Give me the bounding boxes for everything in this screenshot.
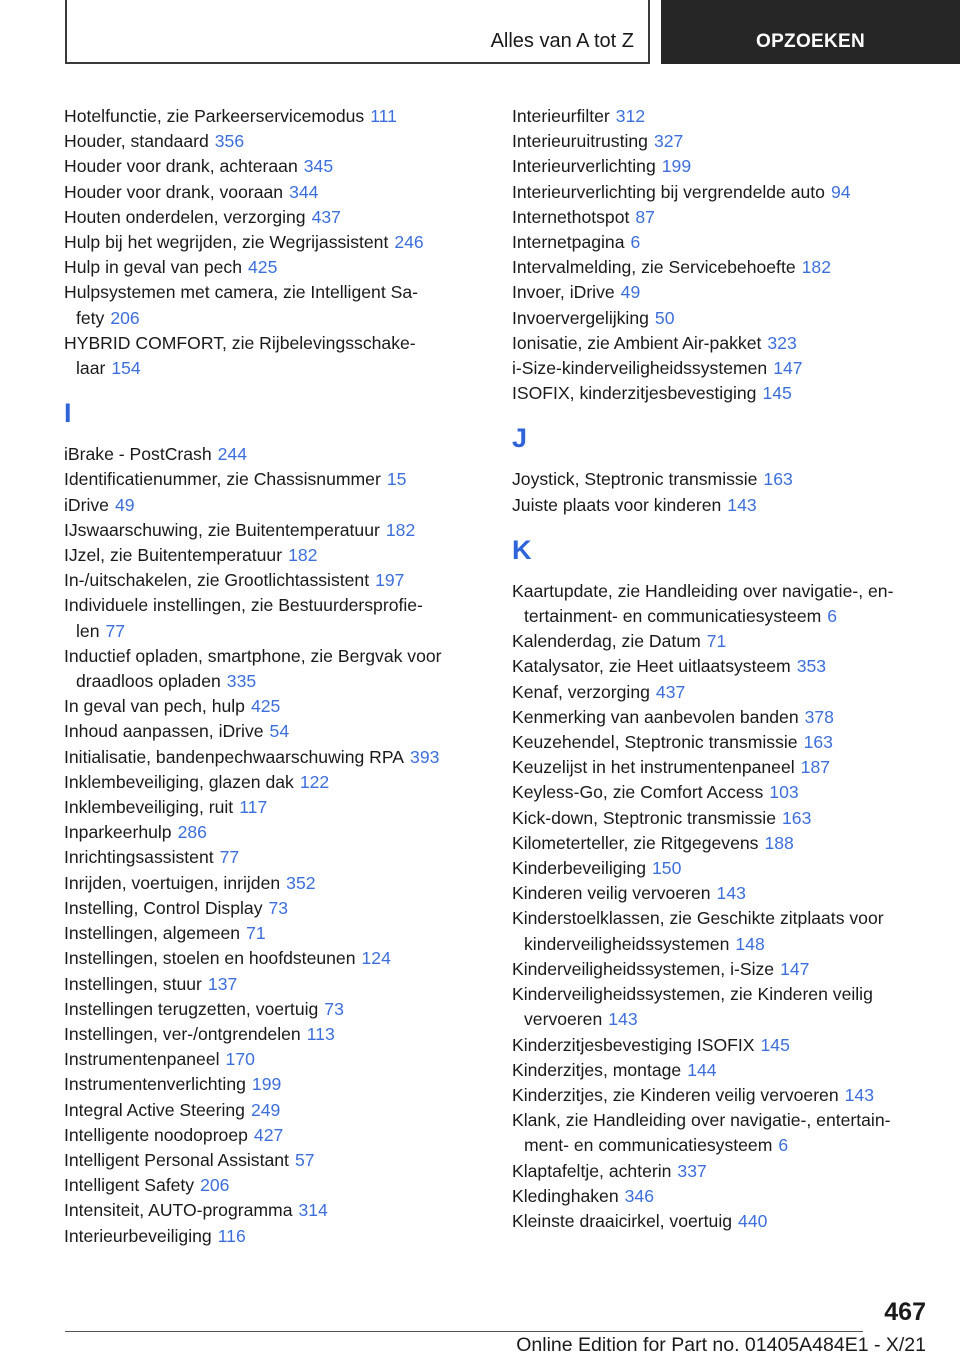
index-entry	[64, 442, 504, 467]
page-reference-link[interactable]: 137	[207, 973, 238, 994]
index-entry	[64, 694, 504, 719]
index-entry-text: IJswaarschuwing, zie Buitentemperatuur	[64, 519, 380, 540]
index-entry-text: Houder voor drank, achteraan	[64, 156, 298, 177]
index-entry-text: Kinderzitjes, zie Kinderen veilig vervoeren	[512, 1084, 839, 1105]
page-reference-link[interactable]: 113	[306, 1023, 335, 1044]
index-entry	[512, 104, 952, 129]
page-reference-link[interactable]: 163	[782, 807, 812, 828]
opzoeken-tab[interactable]	[661, 0, 960, 64]
page-reference-link[interactable]: 393	[410, 746, 440, 767]
index-entry-text: Intelligent Personal Assistant	[64, 1149, 289, 1170]
index-entry-text: Kinderzitjes, montage	[512, 1059, 682, 1080]
index-entry-text: Interieurverlichting bij vergrendelde auto	[512, 181, 825, 202]
page-reference-link[interactable]: 312	[615, 106, 646, 126]
index-entry	[512, 493, 952, 518]
index-entry-text: kinderveiligheidssystemen	[524, 933, 730, 954]
page-reference-link[interactable]: 71	[246, 923, 266, 944]
page-reference-link[interactable]: 314	[298, 1200, 328, 1221]
index-entry-text: Interieurbeveiliging	[64, 1225, 212, 1246]
page-reference-link[interactable]: 437	[311, 206, 341, 227]
page-reference-link[interactable]: 124	[361, 948, 391, 969]
index-entry	[64, 493, 504, 518]
index-entry	[512, 1058, 952, 1083]
index-entry-text: Inklembeveiliging, glazen dak	[64, 771, 294, 792]
page-reference-link[interactable]: 344	[289, 181, 319, 202]
page-reference-link[interactable]: 143	[844, 1084, 874, 1105]
index-entry	[512, 1159, 952, 1184]
index-entry	[64, 104, 504, 129]
page-reference-link[interactable]: 147	[773, 358, 803, 379]
index-entry	[64, 644, 504, 694]
index-entry	[64, 1173, 504, 1198]
index-entry	[64, 871, 504, 896]
page-reference-link[interactable]: 440	[738, 1210, 768, 1231]
page-reference-link[interactable]: 111	[370, 106, 397, 126]
page-reference-link[interactable]: 188	[764, 832, 794, 853]
index-entry	[512, 881, 952, 906]
index-entry-text: Houten onderdelen, verzorging	[64, 206, 306, 227]
page-reference-link[interactable]: 197	[375, 570, 405, 591]
page-reference-link[interactable]: 199	[661, 156, 692, 177]
index-entry	[64, 997, 504, 1022]
page-reference-link[interactable]: 378	[804, 706, 834, 727]
page-reference-link[interactable]: 6	[778, 1135, 789, 1156]
index-entry	[512, 154, 952, 179]
page-reference-link[interactable]: 427	[253, 1124, 284, 1145]
page-reference-link[interactable]: 246	[394, 232, 424, 253]
page-reference-link[interactable]: 103	[769, 782, 799, 803]
page-reference-link[interactable]: 437	[655, 681, 686, 702]
index-entry	[64, 467, 504, 492]
index-entry	[64, 1047, 504, 1072]
index-entry-text: Inrichtingsassistent	[64, 847, 214, 868]
index-entry	[512, 1033, 952, 1058]
page-reference-link[interactable]: 206	[200, 1175, 230, 1196]
index-entry	[64, 795, 504, 820]
page-reference-link[interactable]: 71	[706, 631, 727, 652]
page-reference-link[interactable]: 77	[105, 620, 126, 641]
index-entry-text: Instellingen, stuur	[64, 973, 202, 994]
page-reference-link[interactable]: 182	[801, 257, 831, 278]
index-entry-text: draadloos opladen	[76, 671, 221, 692]
index-entry	[64, 154, 504, 179]
index-entry-text: Kledinghaken	[512, 1185, 619, 1206]
page-reference-link[interactable]: 49	[114, 494, 135, 515]
index-entry	[64, 820, 504, 845]
index-entry	[512, 306, 952, 331]
index-entry-text: Katalysator, zie Heet uitlaatsysteem	[512, 656, 791, 677]
index-entry	[512, 381, 952, 406]
page-reference-link[interactable]: 286	[177, 822, 207, 843]
index-entry	[512, 1083, 952, 1108]
index-entry-text: Kinderveiligheidssystemen, i-Size	[512, 958, 775, 979]
footer-edition-text: Online Edition for Part no. 01405A484E1 - X/21	[516, 1334, 926, 1356]
index-entry-text: tertainment- en communicatiesysteem	[524, 606, 822, 627]
index-entry	[64, 1022, 504, 1047]
page-reference-link[interactable]: 182	[385, 519, 416, 540]
page-reference-link[interactable]: 122	[299, 771, 330, 792]
page-reference-link[interactable]: 143	[716, 883, 746, 904]
index-entry-text: Intelligente noodoproep	[64, 1124, 248, 1145]
index-entry-text: In geval van pech, hulp	[64, 696, 245, 717]
page-reference-link[interactable]: 323	[767, 332, 797, 353]
index-entry-text: Kenmerking van aanbevolen banden	[512, 706, 799, 727]
page-reference-link[interactable]: 6	[827, 606, 838, 627]
index-entry	[64, 255, 504, 280]
index-entry	[512, 1184, 952, 1209]
opzoeken-tab-label: OPZOEKEN	[755, 31, 866, 52]
page-reference-link[interactable]: 337	[677, 1160, 707, 1181]
index-entry	[64, 280, 504, 330]
index-entry	[512, 957, 952, 982]
index-entry-text: Inrijden, voertuigen, inrijden	[64, 872, 281, 893]
index-entry	[64, 1098, 504, 1123]
index-entry	[512, 755, 952, 780]
page-reference-link[interactable]: 425	[250, 696, 281, 717]
index-entry	[64, 845, 504, 870]
index-entry	[64, 593, 504, 643]
page-reference-link[interactable]: 335	[226, 671, 257, 692]
index-entry	[512, 280, 952, 305]
index-entry-text: Kilometerteller, zie Ritgegevens	[512, 832, 759, 853]
page-reference-link[interactable]: 77	[219, 847, 240, 868]
index-entry	[512, 579, 952, 629]
page-reference-link[interactable]: 425	[248, 257, 278, 278]
index-entry-text: Instelling, Control Display	[64, 897, 263, 918]
index-entry-text: len	[76, 620, 100, 641]
page-reference-link[interactable]: 249	[250, 1099, 281, 1120]
index-entry-text: Integral Active Steering	[64, 1099, 245, 1120]
page-reference-link[interactable]: 57	[294, 1149, 315, 1170]
index-entry	[512, 654, 952, 679]
index-entry	[64, 770, 504, 795]
index-entry-text: Initialisatie, bandenpechwaarschuwing RPA	[64, 746, 405, 767]
index-entry-text: Klank, zie Handleiding over navigatie-, entertain-	[512, 1110, 891, 1131]
page-reference-link[interactable]: 148	[735, 933, 765, 954]
index-entry	[512, 831, 952, 856]
page-reference-link[interactable]: 244	[217, 444, 247, 465]
page-reference-link[interactable]: 170	[225, 1049, 255, 1070]
index-entry	[512, 467, 952, 492]
index-entry-text: i-Size-kinderveiligheidssystemen	[512, 358, 768, 379]
index-entry	[64, 946, 504, 971]
index-entry	[64, 129, 504, 154]
page-reference-link[interactable]: 356	[214, 131, 245, 152]
index-entry-text: Intervalmelding, zie Servicebehoefte	[512, 257, 796, 278]
index-entry	[64, 518, 504, 543]
index-entry-text: Instellingen, stoelen en hoofdsteunen	[64, 948, 356, 969]
page-reference-link[interactable]: 147	[780, 958, 810, 979]
index-entry-text: iDrive	[64, 494, 109, 515]
index-entry	[64, 921, 504, 946]
index-entry	[512, 705, 952, 730]
page-reference-link[interactable]: 145	[762, 383, 792, 404]
index-entry-text: ment- en communicatiesysteem	[524, 1135, 773, 1156]
index-entry	[512, 730, 952, 755]
index-entry-text: iBrake - PostCrash	[64, 444, 212, 465]
index-entry	[512, 1108, 952, 1158]
index-entry-text: Identificatienummer, zie Chassisnummer	[64, 469, 381, 490]
index-entry-text: Kleinste draaicirkel, voertuig	[512, 1210, 733, 1231]
index-entry-text: Invoer, iDrive	[512, 282, 615, 303]
page-reference-link[interactable]: 117	[239, 797, 268, 818]
index-column-right	[512, 104, 952, 1234]
index-entry	[64, 331, 504, 381]
index-entry-text: Instellingen, ver-/ontgrendelen	[64, 1023, 301, 1044]
page-reference-link[interactable]: 116	[217, 1225, 246, 1246]
index-entry-text: Instellingen, algemeen	[64, 923, 241, 944]
index-entry	[512, 906, 952, 956]
index-entry-text: Kinderzitjesbevestiging ISOFIX	[512, 1034, 755, 1055]
index-entry	[64, 1072, 504, 1097]
index-entry-text: Internethotspot	[512, 206, 630, 227]
index-entry-text: Kinderbeveiliging	[512, 858, 646, 879]
page-reference-link[interactable]: 15	[386, 469, 407, 490]
index-entry-text: Inklembeveiliging, ruit	[64, 797, 234, 818]
index-entry	[512, 856, 952, 881]
index-entry-text: HYBRID COMFORT, zie Rijbelevingsschake-	[64, 332, 416, 353]
index-entry-text: IJzel, zie Buitentemperatuur	[64, 545, 283, 566]
index-entry-text: Juiste plaats voor kinderen	[512, 494, 722, 515]
index-entry-text: fety	[76, 307, 105, 328]
index-entry-text: Instrumentenverlichting	[64, 1074, 246, 1095]
index-entry	[512, 806, 952, 831]
page-reference-link[interactable]: 6	[630, 232, 641, 253]
index-entry-text: Keuzehendel, Steptronic transmissie	[512, 732, 798, 753]
page-reference-link[interactable]: 346	[624, 1185, 654, 1206]
page-reference-link[interactable]: 352	[286, 872, 316, 893]
index-entry	[512, 255, 952, 280]
page-reference-link[interactable]: 145	[760, 1034, 790, 1055]
index-entry-text: Kaartupdate, zie Handleiding over navigatie-, en-	[512, 580, 894, 601]
index-entry-text: Intensiteit, AUTO-programma	[64, 1200, 293, 1221]
footer-divider	[65, 1331, 863, 1332]
page-reference-link[interactable]: 345	[303, 156, 334, 177]
index-entry	[64, 180, 504, 205]
page-reference-link[interactable]: 150	[652, 858, 682, 879]
page-reference-link[interactable]: 143	[727, 494, 757, 515]
index-entry	[512, 1209, 952, 1234]
index-entry-text: Inparkeerhulp	[64, 822, 172, 843]
index-entry-text: Kinderstoelklassen, zie Geschikte zitplaats voor	[512, 908, 884, 929]
index-entry-text: Kinderveiligheidssystemen, zie Kinderen veilig	[512, 984, 873, 1005]
page-reference-link[interactable]: 50	[654, 307, 675, 328]
page-reference-link[interactable]: 182	[288, 545, 318, 566]
index-entry	[64, 543, 504, 568]
page-reference-link[interactable]: 163	[763, 469, 793, 490]
page-reference-link[interactable]: 143	[608, 1009, 638, 1030]
index-entry-text: Inhoud aanpassen, iDrive	[64, 721, 264, 742]
index-entry	[512, 356, 952, 381]
index-entry-text: Invoervergelijking	[512, 307, 649, 328]
index-entry	[512, 180, 952, 205]
index-entry	[512, 205, 952, 230]
header-section-title: Alles van A tot Z	[490, 30, 634, 52]
index-entry-text: Inductief opladen, smartphone, zie Bergvak voor	[64, 645, 442, 666]
index-entry	[64, 568, 504, 593]
index-entry-text: Joystick, Steptronic transmissie	[512, 469, 758, 490]
page-reference-link[interactable]: 94	[830, 181, 851, 202]
page-reference-link[interactable]: 73	[268, 897, 289, 918]
index-entry-text: laar	[76, 358, 106, 379]
index-entry	[512, 230, 952, 255]
header-section-tab	[65, 0, 650, 64]
index-entry-text: Kalenderdag, zie Datum	[512, 631, 701, 652]
section-letter: K	[512, 534, 532, 565]
page-reference-link[interactable]: 54	[269, 721, 290, 742]
index-entry-text: Hulpsystemen met camera, zie Intelligent Sa-	[64, 282, 418, 303]
index-entry-text: Hulp in geval van pech	[64, 257, 243, 278]
page-reference-link[interactable]: 206	[110, 307, 140, 328]
index-entry-text: vervoeren	[524, 1009, 603, 1030]
index-entry-text: Individuele instellingen, zie Bestuurdersprofie-	[64, 595, 423, 616]
index-entry-text: ISOFIX, kinderzitjesbevestiging	[512, 383, 757, 404]
index-entry	[512, 629, 952, 654]
index-entry	[64, 1148, 504, 1173]
index-entry-text: Instellingen terugzetten, voertuig	[64, 998, 319, 1019]
index-entry-text: Keyless-Go, zie Comfort Access	[512, 782, 764, 803]
index-entry	[512, 680, 952, 705]
index-entry-text: Instrumentenpaneel	[64, 1049, 220, 1070]
index-entry	[64, 1198, 504, 1223]
index-entry-text: Houder voor drank, vooraan	[64, 181, 284, 202]
index-entry-text: Houder, standaard	[64, 131, 209, 152]
page-reference-link[interactable]: 199	[251, 1074, 282, 1095]
index-entry	[64, 1123, 504, 1148]
index-entry	[64, 230, 504, 255]
index-entry-text: In-/uitschakelen, zie Grootlichtassistent	[64, 570, 370, 591]
index-entry-text: Kinderen veilig vervoeren	[512, 883, 711, 904]
index-entry-text: Keuzelijst in het instrumentenpaneel	[512, 757, 795, 778]
index-entry	[64, 972, 504, 997]
index-entry-text: Klaptafeltje, achterin	[512, 1160, 672, 1181]
index-entry-text: Ionisatie, zie Ambient Air-pakket	[512, 332, 762, 353]
index-entry	[512, 331, 952, 356]
page-reference-link[interactable]: 187	[800, 757, 831, 778]
section-letter: J	[512, 423, 528, 454]
page-reference-link[interactable]: 49	[620, 282, 641, 303]
index-entry	[512, 129, 952, 154]
page-reference-link[interactable]: 154	[111, 358, 141, 379]
index-column-left	[64, 104, 504, 1249]
page-reference-link[interactable]: 144	[687, 1059, 717, 1080]
index-entry-text: Internetpagina	[512, 232, 625, 253]
index-entry-text: Interieurverlichting	[512, 156, 656, 177]
index-entry	[64, 1224, 504, 1249]
index-entry	[64, 745, 504, 770]
index-entry	[64, 205, 504, 230]
index-entry	[64, 896, 504, 921]
index-entry-text: Kenaf, verzorging	[512, 681, 650, 702]
page-reference-link[interactable]: 87	[635, 206, 655, 227]
page-reference-link[interactable]: 73	[324, 998, 344, 1019]
page-reference-link[interactable]: 163	[803, 732, 833, 753]
index-entry-text: Hotelfunctie, zie Parkeerservicemodus	[64, 106, 365, 126]
page-reference-link[interactable]: 327	[653, 131, 684, 152]
index-entry-text: Kick-down, Steptronic transmissie	[512, 807, 777, 828]
page-reference-link[interactable]: 353	[796, 656, 827, 677]
section-letter: I	[64, 398, 72, 429]
index-entry	[64, 719, 504, 744]
page-number: 467	[884, 1298, 926, 1326]
index-entry	[512, 982, 952, 1032]
index-entry-text: Interieuruitrusting	[512, 131, 648, 152]
index-entry-text: Hulp bij het wegrijden, zie Wegrijassistent	[64, 232, 389, 253]
index-entry-text: Intelligent Safety	[64, 1175, 195, 1196]
index-entry	[512, 780, 952, 805]
index-entry-text: Interieurfilter	[512, 106, 610, 126]
